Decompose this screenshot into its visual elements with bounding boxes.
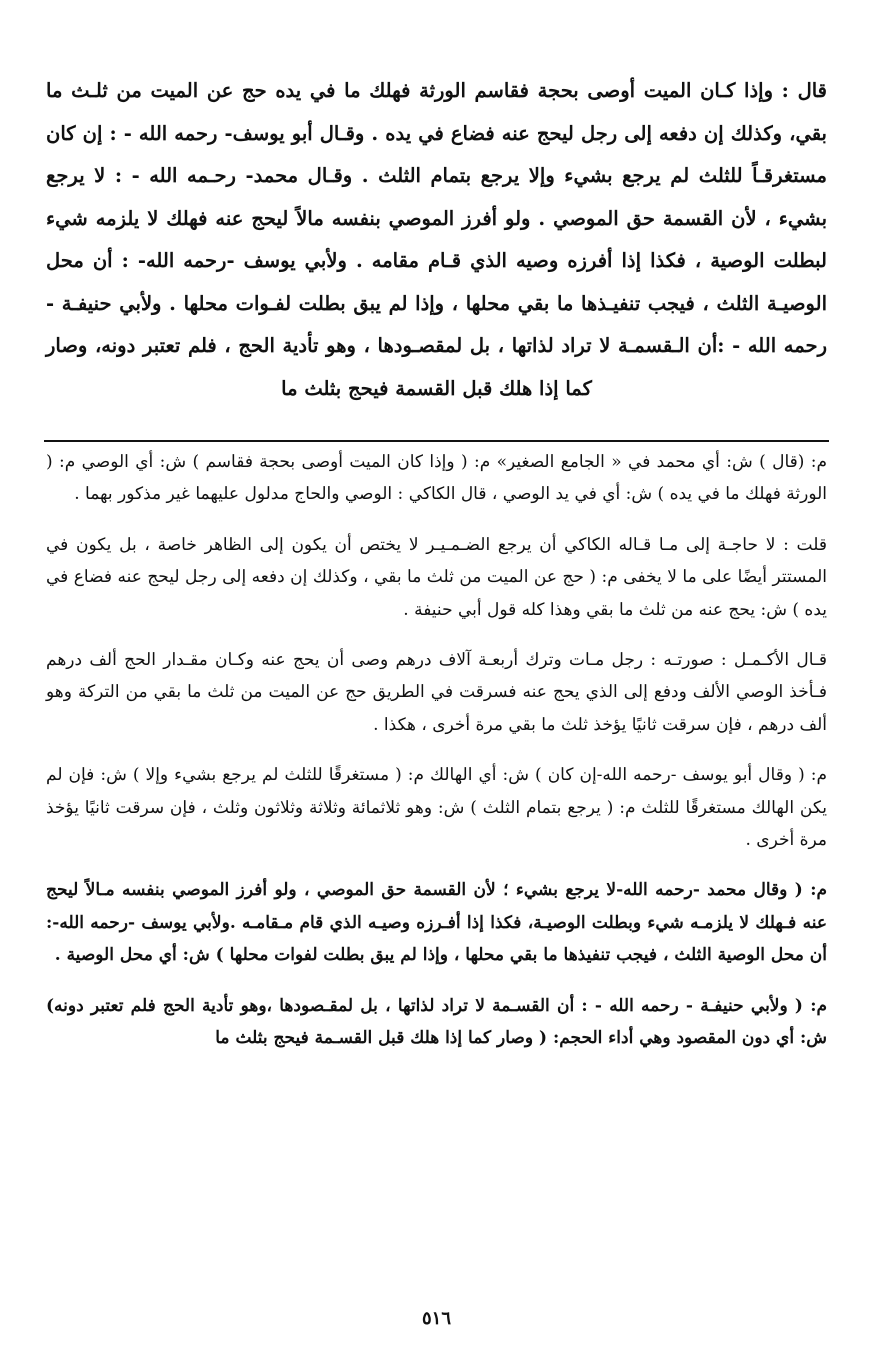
commentary-paragraph-5: م: ( وقال محمد -رحمه الله-لا يرجع بشيء ؛ لأن القسمة حق الموصي ، ولو أفرز الموصي بنفسه مـالاً ليحج عنه فـهلك لا يلزمـه شيء وبطلت الوصيـة، فكذا إذا أفـرزه وصيـه الذي قام مـقامـه .ولأبي يوسف -رحمه الله-: أن محل الوصية الثلث ، فيجب تنفيذها ما بقي محلها ، وإذا لم يبق بطلت لفوات محلها ) ش: أي محل الوصية .: [46, 880, 827, 966]
commentary-section: [46, 446, 827, 1073]
commentary-paragraph-6: م: ( ولأبي حنيفـة - رحمه الله - : أن القسـمة لا تراد لذاتها ، بل لمقـصودها ،وهو تأدية الحج فلم تعتبر دونه) ش: أي دون المقصود وهي أداء الحجم: ( وصار كما إذا هلك قبل القسـمة فيحج بثلث ما: [46, 995, 827, 1049]
commentary-paragraph-2: قلت : لا حاجـة إلى مـا قـاله الكاكي أن يرجع الضـمـيـر لا يختص أن يكون إلى الظاهر خاصة ، بل يكون في المستتر أيضًا على ما لا يخفى م: ( حج عن الميت من ثلث ما بقي ، وكذلك إن دفعه إلى رجل ليحج عنه فضاع في يده ) ش: يحج عنه من ثلث ما بقي وهذا كله قول أبي حنيفة .: [46, 534, 827, 620]
commentary-paragraph-4: م: ( وقال أبو يوسف -رحمه الله-إن كان ) ش: أي الهالك م: ( مستغرقًا للثلث لم يرجع بشيء وإلا ) ش: فإن لم يكن الهالك مستغرقًا للثلث م: ( يرجع بتمام الثلث ) ش: وهو ثلاثمائة وثلاثة وثلاثون وثلث ، فإن سرقت ثانيًا يؤخذ مرة أخرى .: [46, 765, 827, 851]
book-page: [46, 0, 827, 1367]
commentary-paragraph-3: قـال الأكـمـل : صورتـه : رجل مـات وترك أربعـة آلاف درهم وصى أن يحج عنه وكـان مقـدار الحج ألف درهم فـأخذ الوصي الألف ودفع إلى الذي يحج عنه فسرقت في الطريق حج عن الميت من ثلث ما بقي من التركة وهو ألف درهم ، فإن سرقت ثانيًا يؤخذ ثلث ما بقي مرة أخرى ، هكذا .: [46, 650, 827, 735]
commentary-paragraph-1: م: (قال ) ش: أي محمد في « الجامع الصغير» م: ( وإذا كان الميت أوصى بحجة فقاسم ) ش: أي الوصي م: ( الورثة فهلك ما في يده ) ش: أي في يد الوصي ، قال الكاكي : الوصي والحاج مدلول عليهما غير مذكور بهما .: [46, 452, 827, 505]
page-number: ٥١٦: [421, 1308, 451, 1329]
footnote-divider: [44, 440, 829, 442]
main-text: قال : وإذا كـان الميت أوصى بحجة فقاسم الورثة فهلك ما في يده حج عن الميت من ثلـث ما بقي، وكذلك إن دفعه إلى رجل ليحج عنه فضاع في يده . وقـال أبو يوسف- رحمه الله - : إن كان مستغرقـاً للثلث لم يرجع بشيء وإلا يرجع بتمام الثلث . وقـال محمد- رحـمه الله - : لا يرجع بشيء ، لأن القسمة حق الموصي . ولو أفرز الموصي بنفسه مالاً ليحج عنه فهلك لا يلزمه شيء لبطلت الوصية ، فكذا إذا أفرزه وصيه الذي قـام مقامه . ولأبي يوسف -رحمه الله- : أن محل الوصيـة الثلث ، فيجب تنفيـذها ما بقي محلها ، وإذا لم يبق بطلت لفـوات محلها . ولأبي حنيفـة - رحمه الله - :أن الـقسمـة لا تراد لذاتها ، بل لمقصـودها ، وهو تأدية الحج ، فلم تعتبر دونه، وصار كما إذا هلك قبل القسمة فيحج بثلث ما: [46, 79, 827, 400]
